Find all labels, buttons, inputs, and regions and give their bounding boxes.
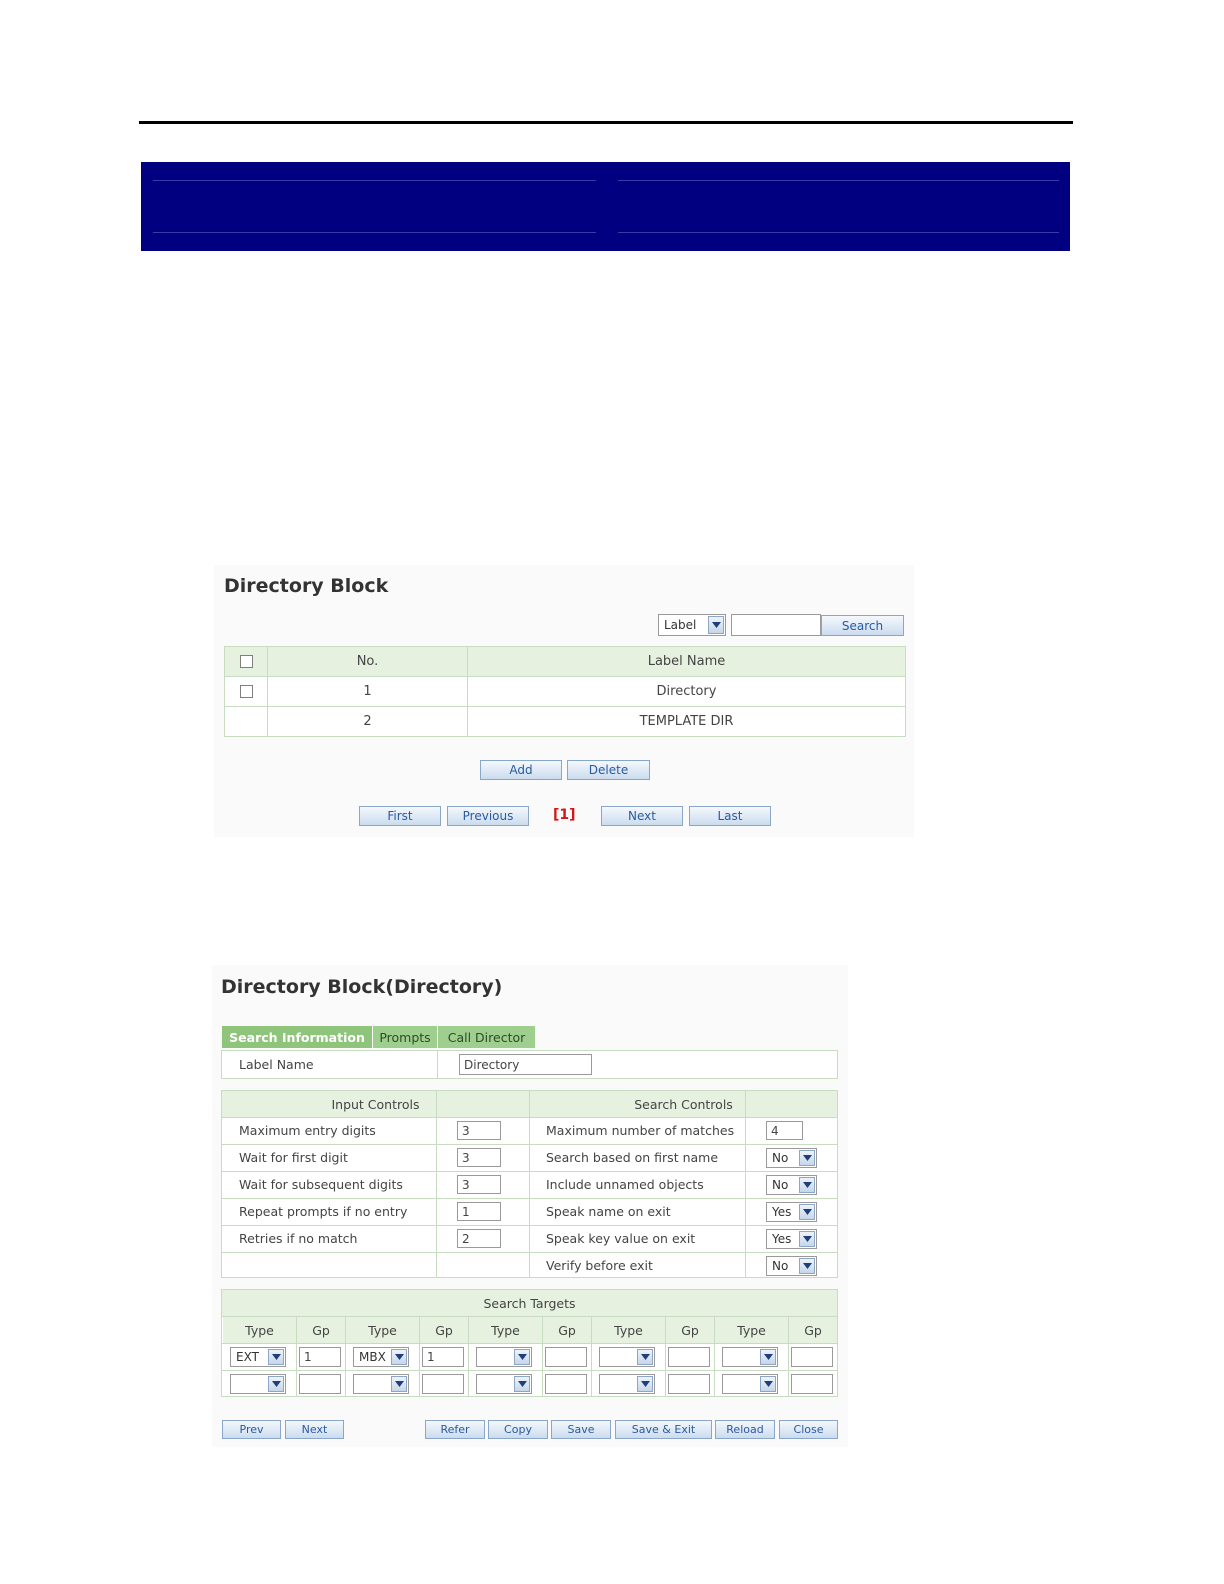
column-divider [468, 1316, 469, 1396]
detail-title: Directory Block(Directory) [221, 976, 503, 998]
input-control-label: Repeat prompts if no entry [239, 1204, 408, 1219]
target-type-select[interactable] [230, 1347, 286, 1367]
target-gp-header: Gp [297, 1317, 345, 1343]
chevron-down-icon[interactable] [799, 1231, 815, 1247]
label-name-field[interactable]: Directory [459, 1054, 592, 1075]
target-gp-field[interactable] [545, 1347, 587, 1367]
table-row[interactable] [225, 677, 906, 707]
search-control-label: Maximum number of matches [546, 1123, 735, 1138]
refer-button[interactable]: Refer [425, 1420, 485, 1439]
search-controls-header: Search Controls [530, 1091, 837, 1117]
target-gp-field[interactable]: 1 [299, 1347, 341, 1367]
search-targets-header: Search Targets [222, 1290, 837, 1316]
target-type-select[interactable] [230, 1374, 286, 1394]
row-divider [222, 1370, 837, 1371]
column-divider [296, 1316, 297, 1396]
chevron-down-icon[interactable] [799, 1204, 815, 1220]
next-button[interactable]: Next [285, 1420, 344, 1439]
target-type-select[interactable] [353, 1347, 409, 1367]
next-page-button[interactable]: Next [601, 806, 683, 826]
search-field-value: Label [664, 618, 697, 632]
search-control-select-value: Yes [772, 1205, 792, 1219]
target-type-select-value: MBX [359, 1350, 386, 1364]
select-all-checkbox[interactable] [240, 655, 253, 668]
search-control-select-value: No [772, 1259, 789, 1273]
target-type-header: Type [223, 1317, 296, 1343]
row-number: 2 [268, 707, 468, 737]
chevron-down-icon[interactable] [637, 1376, 653, 1392]
target-gp-header: Gp [420, 1317, 468, 1343]
search-control-select[interactable] [766, 1202, 817, 1222]
target-type-header: Type [715, 1317, 788, 1343]
column-divider [591, 1316, 592, 1396]
target-gp-field[interactable] [668, 1347, 710, 1367]
row-number: 1 [268, 677, 468, 707]
search-control-select[interactable] [766, 1175, 817, 1195]
target-type-header: Type [346, 1317, 419, 1343]
input-control-label: Wait for first digit [239, 1150, 348, 1165]
reload-button[interactable]: Reload [715, 1420, 775, 1439]
target-gp-field[interactable] [791, 1374, 833, 1394]
search-control-select-value: No [772, 1151, 789, 1165]
row-checkbox[interactable] [240, 685, 253, 698]
target-type-select[interactable] [599, 1374, 655, 1394]
row-label-name[interactable]: TEMPLATE DIR [468, 707, 906, 737]
tab-search-information[interactable]: Search Information [222, 1026, 372, 1048]
search-control-label: Search based on first name [546, 1150, 719, 1165]
table-row[interactable] [225, 707, 906, 737]
chevron-down-icon[interactable] [268, 1349, 284, 1365]
chevron-down-icon[interactable] [268, 1376, 284, 1392]
column-divider [345, 1316, 346, 1396]
prev-button[interactable]: Prev [222, 1420, 281, 1439]
search-control-select[interactable] [766, 1148, 817, 1168]
chevron-down-icon[interactable] [799, 1150, 815, 1166]
column-header-no: No. [268, 647, 468, 677]
page-title: Directory Block [224, 575, 389, 597]
search-control-label: Include unnamed objects [546, 1177, 704, 1192]
target-type-select[interactable] [722, 1347, 778, 1367]
tab-call-director[interactable]: Call Director [438, 1026, 535, 1048]
input-control-field[interactable]: 3 [457, 1175, 501, 1194]
tab-prompts[interactable]: Prompts [373, 1026, 437, 1048]
column-divider [529, 1091, 530, 1277]
target-type-select[interactable] [599, 1347, 655, 1367]
target-gp-field[interactable] [668, 1374, 710, 1394]
target-type-select[interactable] [476, 1374, 532, 1394]
column-divider [714, 1316, 715, 1396]
directory-table [224, 646, 906, 737]
chevron-down-icon[interactable] [514, 1376, 530, 1392]
input-control-field[interactable]: 2 [457, 1229, 501, 1248]
table-header-row [225, 647, 906, 677]
close-button[interactable]: Close [779, 1420, 838, 1439]
column-divider [745, 1091, 746, 1277]
chevron-down-icon[interactable] [637, 1349, 653, 1365]
search-control-label: Speak key value on exit [546, 1231, 696, 1246]
target-gp-field[interactable] [545, 1374, 587, 1394]
column-header-label-name: Label Name [468, 647, 906, 677]
chevron-down-icon[interactable] [760, 1376, 776, 1392]
chevron-down-icon[interactable] [514, 1349, 530, 1365]
chevron-down-icon[interactable] [708, 616, 724, 634]
target-type-select[interactable] [353, 1374, 409, 1394]
page-top-rule [139, 121, 1073, 124]
chevron-down-icon[interactable] [799, 1177, 815, 1193]
header-banner [141, 162, 1070, 251]
copy-button[interactable]: Copy [488, 1420, 548, 1439]
target-gp-header: Gp [666, 1317, 714, 1343]
input-control-label: Maximum entry digits [239, 1123, 376, 1138]
chevron-down-icon[interactable] [391, 1376, 407, 1392]
input-controls-header: Input Controls [222, 1091, 529, 1117]
input-control-label: Retries if no match [239, 1231, 358, 1246]
current-page-indicator: [1] [553, 807, 576, 823]
search-control-select-value: Yes [772, 1232, 792, 1246]
chevron-down-icon[interactable] [799, 1258, 815, 1274]
target-gp-header: Gp [543, 1317, 591, 1343]
target-type-select-value: EXT [236, 1350, 259, 1364]
add-button[interactable]: Add [480, 760, 562, 780]
search-control-field[interactable]: 4 [766, 1121, 803, 1140]
search-input[interactable] [731, 614, 821, 636]
first-page-button[interactable]: First [359, 806, 441, 826]
target-gp-field[interactable] [422, 1374, 464, 1394]
label-name-label: Label Name [239, 1057, 314, 1072]
column-divider [542, 1316, 543, 1396]
column-divider [436, 1091, 437, 1277]
input-control-field[interactable]: 1 [457, 1202, 501, 1221]
target-gp-field[interactable]: 1 [422, 1347, 464, 1367]
search-control-select[interactable] [766, 1229, 817, 1249]
search-control-select[interactable] [766, 1256, 817, 1276]
last-page-button[interactable]: Last [689, 806, 771, 826]
chevron-down-icon[interactable] [391, 1349, 407, 1365]
search-control-label: Speak name on exit [546, 1204, 671, 1219]
column-divider [788, 1316, 789, 1396]
save-and-exit-button[interactable]: Save & Exit [615, 1420, 712, 1439]
input-control-field[interactable]: 3 [457, 1148, 501, 1167]
search-control-select-value: No [772, 1178, 789, 1192]
chevron-down-icon[interactable] [760, 1349, 776, 1365]
row-label-name[interactable]: Directory [468, 677, 906, 707]
target-gp-field[interactable] [791, 1347, 833, 1367]
search-control-label: Verify before exit [546, 1258, 653, 1273]
row-divider [222, 1343, 837, 1344]
target-gp-field[interactable] [299, 1374, 341, 1394]
input-control-field[interactable]: 3 [457, 1121, 501, 1140]
previous-page-button[interactable]: Previous [447, 806, 529, 826]
target-type-select[interactable] [722, 1374, 778, 1394]
input-control-label: Wait for subsequent digits [239, 1177, 403, 1192]
delete-button[interactable]: Delete [567, 760, 650, 780]
save-button[interactable]: Save [551, 1420, 611, 1439]
target-gp-header: Gp [789, 1317, 837, 1343]
target-type-select[interactable] [476, 1347, 532, 1367]
target-type-header: Type [469, 1317, 542, 1343]
search-button[interactable]: Search [821, 615, 904, 636]
column-divider [419, 1316, 420, 1396]
column-divider [665, 1316, 666, 1396]
target-type-header: Type [592, 1317, 665, 1343]
search-field-select[interactable] [658, 614, 726, 636]
